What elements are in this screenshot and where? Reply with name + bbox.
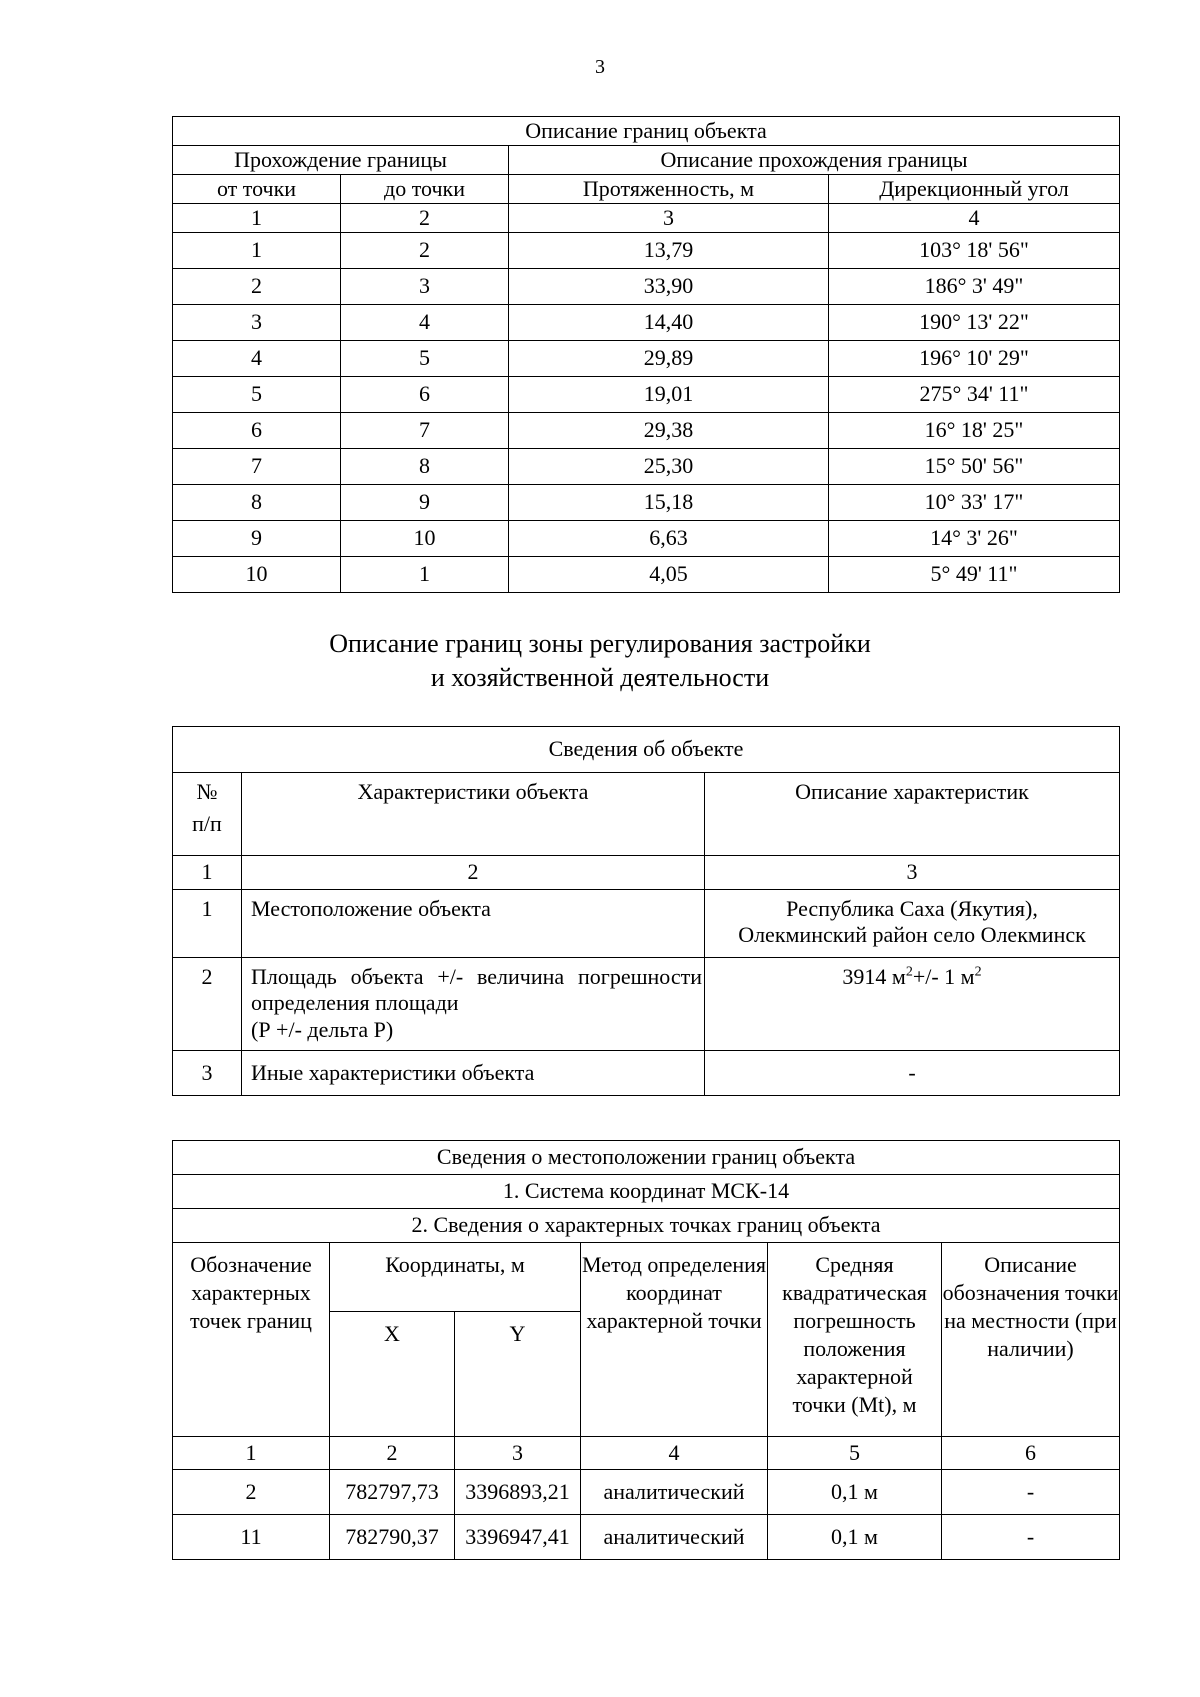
- table-row: [173, 557, 1120, 593]
- table-title: Сведения о местоположении границ объекта: [173, 1141, 1120, 1175]
- table-cell: 25,30: [509, 449, 829, 485]
- table-cell: 196° 10' 29": [829, 341, 1120, 377]
- table-row: [173, 449, 1120, 485]
- table-cell: 4: [341, 305, 509, 341]
- table-cell: 14,40: [509, 305, 829, 341]
- table-cell: 33,90: [509, 269, 829, 305]
- table-row: [173, 377, 1120, 413]
- column-number: 3: [455, 1437, 581, 1470]
- page-number: 3: [595, 56, 605, 78]
- table-cell: 275° 34' 11": [829, 377, 1120, 413]
- table-cell: 6: [341, 377, 509, 413]
- table-row: [173, 890, 1120, 958]
- area-unit-exponent: 2: [905, 964, 913, 980]
- table-cell: 19,01: [509, 377, 829, 413]
- column-number: 6: [942, 1437, 1120, 1470]
- table-cell: 29,89: [509, 341, 829, 377]
- table-cell: 7: [341, 413, 509, 449]
- table-cell: -: [942, 1470, 1120, 1515]
- table-cell: 29,38: [509, 413, 829, 449]
- column-number: 1: [173, 204, 341, 233]
- table-cell: 190° 13' 22": [829, 305, 1120, 341]
- table-cell: 11: [173, 1515, 330, 1560]
- characteristic-name: Иные характеристики объекта: [242, 1051, 705, 1096]
- column-number: 3: [705, 856, 1120, 890]
- table-cell: 1: [173, 233, 341, 269]
- table-cell: 5: [173, 377, 341, 413]
- area-label-formula: (Р +/- дельта Р): [251, 1016, 394, 1042]
- table-cell: 6: [173, 413, 341, 449]
- characteristic-name: Местоположение объекта: [242, 890, 705, 958]
- table-cell: 5: [341, 341, 509, 377]
- table-cell: 2: [341, 233, 509, 269]
- table-cell: 3396893,21: [455, 1470, 581, 1515]
- table-row: [173, 958, 1120, 1051]
- table-cell: 10° 33' 17": [829, 485, 1120, 521]
- table-cell: 2: [173, 1470, 330, 1515]
- area-tolerance: +/- 1 м: [912, 964, 975, 989]
- table-cell: 3: [341, 269, 509, 305]
- area-label-text: Площадь объекта +/- величина погрешности определения площади: [251, 964, 702, 1016]
- table-title: Сведения об объекте: [173, 727, 1120, 773]
- row-number: 3: [173, 1051, 242, 1096]
- points-subtitle: 2. Сведения о характерных точках границ объекта: [173, 1209, 1120, 1243]
- table-row: [173, 413, 1120, 449]
- table-cell: 782790,37: [330, 1515, 455, 1560]
- column-header-number: [173, 773, 242, 856]
- table-cell: 1: [341, 557, 509, 593]
- column-header: Протяженность, м: [509, 175, 829, 204]
- area-value: 3914 м: [842, 964, 906, 989]
- table-row: [173, 233, 1120, 269]
- table-row: [173, 521, 1120, 557]
- table-cell: 14° 3' 26": [829, 521, 1120, 557]
- table-cell: 6,63: [509, 521, 829, 557]
- table-title: Описание границ объекта: [173, 117, 1120, 146]
- table-cell: 15,18: [509, 485, 829, 521]
- column-header-number-line1: №: [196, 779, 218, 804]
- column-header-number-line2: п/п: [192, 811, 222, 837]
- location-line1: Республика Саха (Якутия),: [786, 896, 1038, 921]
- characteristic-value: [705, 890, 1120, 958]
- column-header: Дирекционный угол: [829, 175, 1120, 204]
- table-cell: аналитический: [581, 1470, 768, 1515]
- table-cell: 5° 49' 11": [829, 557, 1120, 593]
- table-row: [173, 341, 1120, 377]
- column-header-marker: Описание обозначения точки на местности (при наличии): [942, 1243, 1120, 1437]
- table-cell: 103° 18' 56": [829, 233, 1120, 269]
- column-number: 3: [509, 204, 829, 233]
- section-heading-line1: Описание границ зоны регулирования застройки: [329, 629, 871, 658]
- table-cell: 9: [341, 485, 509, 521]
- table-row: [173, 485, 1120, 521]
- column-number: 4: [829, 204, 1120, 233]
- column-number: 2: [341, 204, 509, 233]
- characteristic-name: [242, 958, 705, 1051]
- table-cell: 0,1 м: [768, 1515, 942, 1560]
- table-row: [173, 1515, 1120, 1560]
- column-header-method: Метод определения координат характерной точки: [581, 1243, 768, 1437]
- boundary-location-table: [172, 1140, 1120, 1560]
- table-cell: 10: [341, 521, 509, 557]
- table-cell: 3396947,41: [455, 1515, 581, 1560]
- group-header-pass-description: Описание прохождения границы: [509, 146, 1120, 175]
- column-number: 1: [173, 856, 242, 890]
- table-row: [173, 1470, 1120, 1515]
- table-cell: аналитический: [581, 1515, 768, 1560]
- table-row: [173, 1051, 1120, 1096]
- column-number: 1: [173, 1437, 330, 1470]
- coordinate-system: 1. Система координат МСК-14: [173, 1175, 1120, 1209]
- boundary-description-table: [172, 116, 1120, 593]
- table-cell: 9: [173, 521, 341, 557]
- area-unit-exponent: 2: [974, 964, 982, 980]
- table-cell: 0,1 м: [768, 1470, 942, 1515]
- column-header: от точки: [173, 175, 341, 204]
- table-cell: -: [942, 1515, 1120, 1560]
- object-info-table: [172, 726, 1120, 1096]
- table-cell: 15° 50' 56": [829, 449, 1120, 485]
- table-cell: 8: [341, 449, 509, 485]
- table-cell: 2: [173, 269, 341, 305]
- row-number: 1: [173, 890, 242, 958]
- table-row: [173, 269, 1120, 305]
- group-header-boundary-pass: Прохождение границы: [173, 146, 509, 175]
- table-cell: 13,79: [509, 233, 829, 269]
- row-number: 2: [173, 958, 242, 1051]
- table-cell: 3: [173, 305, 341, 341]
- column-header: до точки: [341, 175, 509, 204]
- column-header-error: Средняя квадратическая погрешность положения характерной точки (Mt), м: [768, 1243, 942, 1437]
- column-number: 4: [581, 1437, 768, 1470]
- table-cell: 16° 18' 25": [829, 413, 1120, 449]
- characteristic-value: [705, 958, 1120, 1051]
- column-header-points: Обозначение характерных точек границ: [173, 1243, 330, 1437]
- column-number: 2: [330, 1437, 455, 1470]
- table-cell: 4,05: [509, 557, 829, 593]
- location-line2: Олекминский район село Олекминск: [738, 922, 1086, 948]
- table-cell: 186° 3' 49": [829, 269, 1120, 305]
- table-cell: 8: [173, 485, 341, 521]
- table-cell: 782797,73: [330, 1470, 455, 1515]
- column-header-coordinates: Координаты, м: [330, 1243, 581, 1312]
- column-header-x: X: [330, 1312, 455, 1437]
- characteristic-value: -: [705, 1051, 1120, 1096]
- table-cell: 7: [173, 449, 341, 485]
- column-header-characteristics: Характеристики объекта: [242, 773, 705, 856]
- column-number: 5: [768, 1437, 942, 1470]
- section-heading-line2: и хозяйственной деятельности: [430, 663, 770, 692]
- table-cell: 4: [173, 341, 341, 377]
- section-heading: [0, 627, 1200, 695]
- table-row: [173, 305, 1120, 341]
- column-header-description: Описание характеристик: [705, 773, 1120, 856]
- column-header-y: Y: [455, 1312, 581, 1437]
- column-number: 2: [242, 856, 705, 890]
- table-cell: 10: [173, 557, 341, 593]
